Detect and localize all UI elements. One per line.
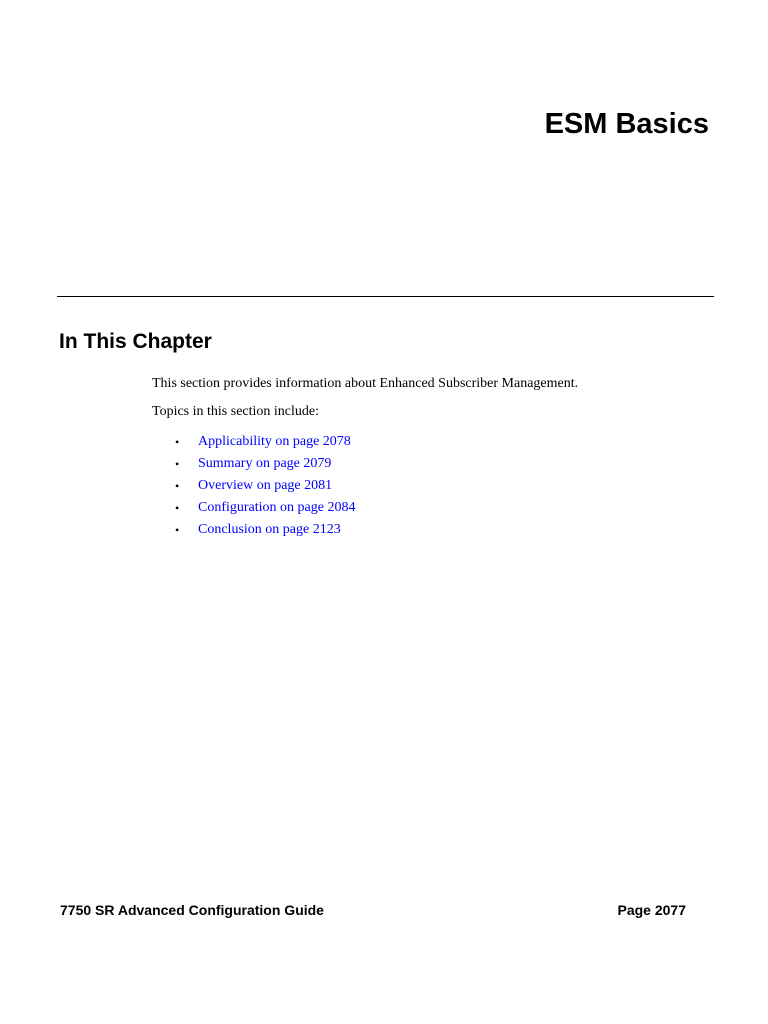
bullet-icon: • [175, 523, 180, 537]
topic-link-conclusion[interactable]: Conclusion on page 2123 [198, 522, 341, 537]
topic-list [175, 433, 355, 543]
chapter-title: ESM Basics [544, 108, 709, 140]
topic-list-item [175, 455, 355, 477]
footer-guide-title: 7750 SR Advanced Configuration Guide [60, 902, 324, 918]
bullet-icon: • [175, 479, 180, 493]
topic-link-applicability[interactable]: Applicability on page 2078 [198, 434, 351, 449]
topic-link-overview[interactable]: Overview on page 2081 [198, 478, 333, 493]
bullet-icon: • [175, 435, 180, 449]
section-heading: In This Chapter [59, 330, 212, 353]
bullet-icon: • [175, 457, 180, 471]
topic-link-summary[interactable]: Summary on page 2079 [198, 456, 332, 471]
bullet-icon: • [175, 501, 180, 515]
topic-list-item [175, 499, 355, 521]
topics-lead-text: Topics in this section include: [152, 404, 319, 419]
horizontal-rule [57, 296, 714, 297]
topic-list-item [175, 477, 355, 499]
topic-list-item [175, 521, 355, 543]
footer-page-number: Page 2077 [617, 902, 686, 918]
intro-paragraph: This section provides information about Enhanced Subscriber Management. [152, 376, 579, 391]
topic-list-item [175, 433, 355, 455]
topic-link-configuration[interactable]: Configuration on page 2084 [198, 500, 356, 515]
